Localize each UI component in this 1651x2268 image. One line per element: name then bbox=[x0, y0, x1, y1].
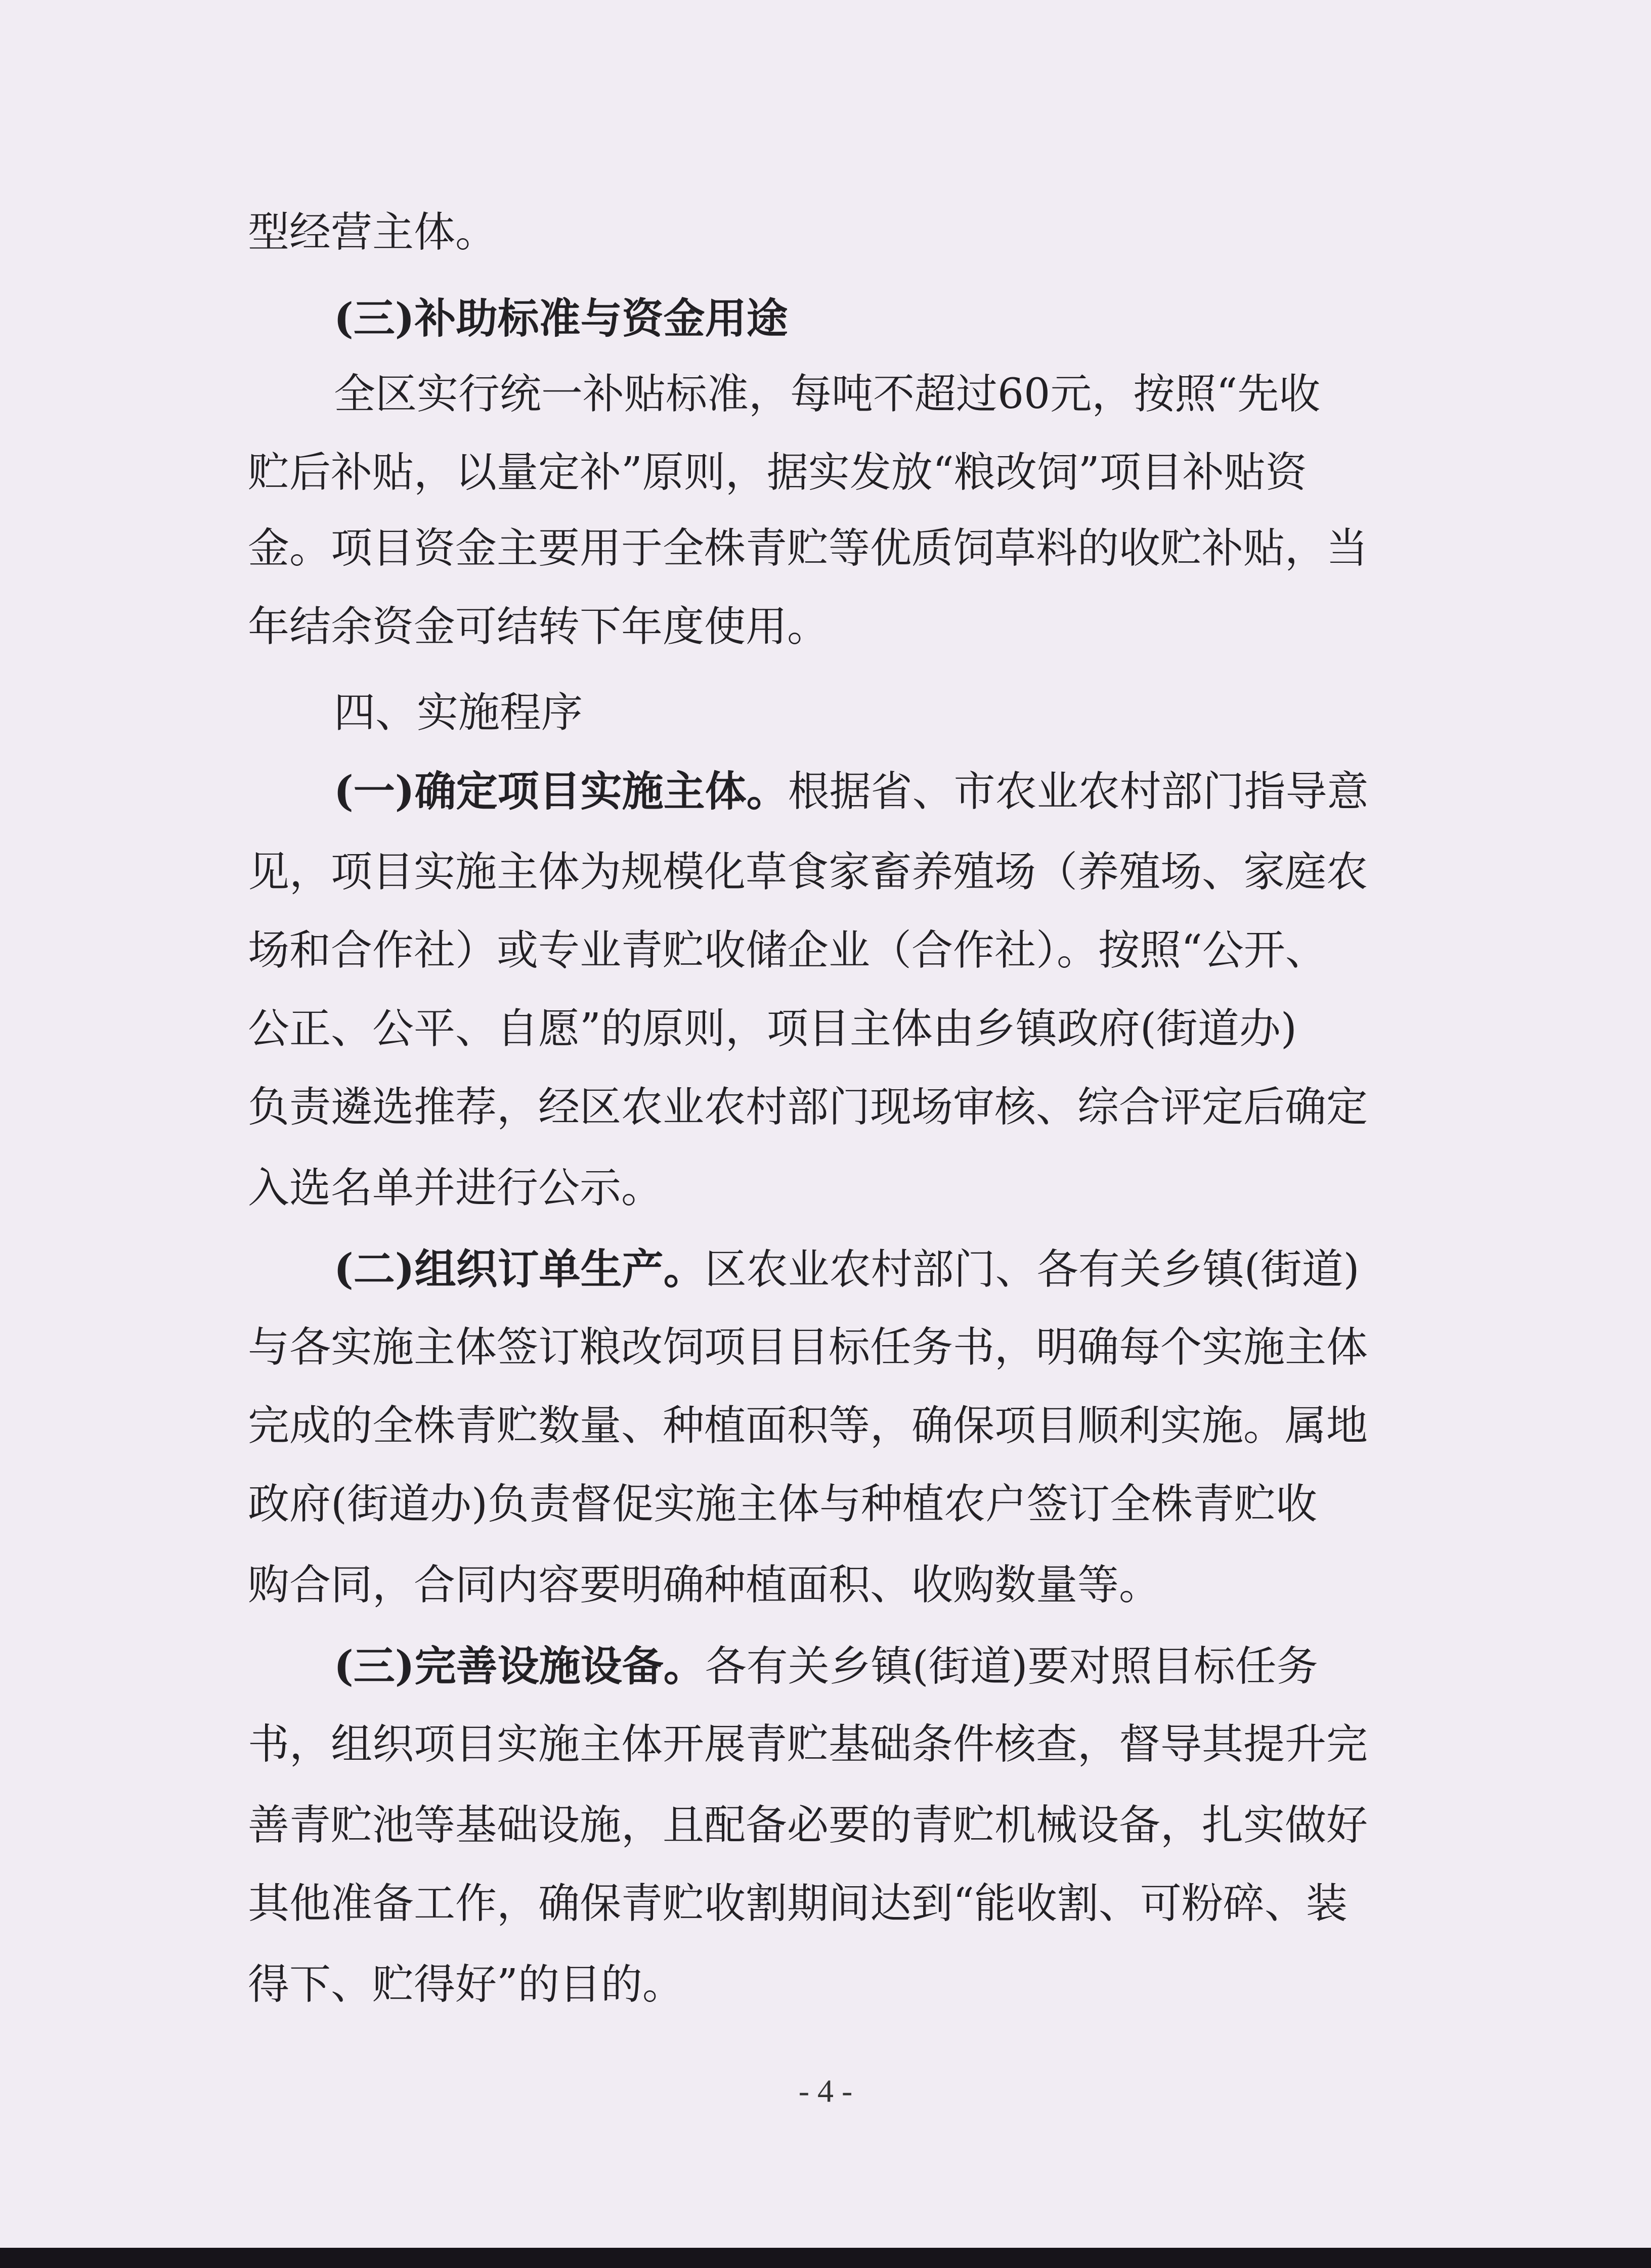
text-line bbox=[0, 918, 1651, 984]
text-line bbox=[0, 1952, 1651, 2018]
line-text: 各有关乡镇(街道)要对照目标任务 bbox=[705, 1642, 1318, 1691]
line-text: 区农业农村部门、各有关乡镇(街道) bbox=[705, 1246, 1360, 1294]
line-text: 完成的全株青贮数量、种植面积等，确保项目顺利实施。属地 bbox=[248, 1402, 1368, 1450]
line-text: 入选名单并进行公示。 bbox=[248, 1164, 663, 1212]
line-text: 与各实施主体签订粮改饲项目目标任务书，明确每个实施主体 bbox=[248, 1323, 1368, 1371]
text-line bbox=[0, 1871, 1651, 1937]
line-text: 其他准备工作，确保青贮收割期间达到“能收割、可粉碎、装 bbox=[248, 1880, 1348, 1928]
line-text: 型经营主体。 bbox=[248, 208, 497, 256]
text-line bbox=[0, 996, 1651, 1062]
scan-edge bbox=[0, 2248, 1651, 2268]
page-number: - 4 - bbox=[798, 2073, 853, 2109]
text-line bbox=[0, 1155, 1651, 1221]
heading-text: (三)补助标准与资金用途 bbox=[334, 294, 788, 343]
text-line bbox=[0, 839, 1651, 905]
line-text: 年结余资金可结转下年度使用。 bbox=[248, 603, 829, 651]
text-line bbox=[0, 1315, 1651, 1381]
text-line bbox=[0, 1075, 1651, 1140]
line-text: 贮后补贴，以量定补”原则，据实发放“粮改饲”项目补贴资 bbox=[248, 449, 1307, 497]
text-line bbox=[0, 759, 1651, 824]
text-line bbox=[0, 516, 1651, 582]
line-text: 善青贮池等基础设施，且配备必要的青贮机械设备，扎实做好 bbox=[248, 1801, 1368, 1849]
text-line bbox=[0, 1712, 1651, 1777]
text-line bbox=[0, 440, 1651, 506]
line-text: 政府(街道办)负责督促实施主体与种植农户签订全株青贮收 bbox=[248, 1480, 1317, 1528]
line-text: 购合同，合同内容要明确种植面积、收购数量等。 bbox=[248, 1561, 1161, 1609]
line-text: 金。项目资金主要用于全株青贮等优质饲草料的收贮补贴，当 bbox=[248, 524, 1368, 572]
text-line bbox=[0, 1793, 1651, 1858]
text-line bbox=[0, 362, 1651, 427]
line-text: 根据省、市农业农村部门指导意 bbox=[788, 768, 1369, 816]
paragraph-lead: (一)确定项目实施主体。 bbox=[334, 767, 788, 816]
text-line bbox=[0, 200, 1651, 265]
section-heading bbox=[0, 286, 1651, 351]
line-text: 得下、贮得好”的目的。 bbox=[248, 1961, 684, 2009]
line-text: 负责遴选推荐，经区农业农村部门现场审核、综合评定后确定 bbox=[248, 1083, 1368, 1131]
line-text: 场和合作社）或专业青贮收储企业（合作社）。按照“公开、 bbox=[248, 926, 1327, 974]
line-text: 书，组织项目实施主体开展青贮基础条件核查，督导其提升完 bbox=[248, 1720, 1368, 1768]
text-line bbox=[0, 1472, 1651, 1537]
paragraph-lead: (三)完善设施设备。 bbox=[334, 1642, 705, 1691]
text-line bbox=[0, 1633, 1651, 1699]
text-line bbox=[0, 1393, 1651, 1459]
heading-text: 四、实施程序 bbox=[334, 689, 583, 737]
line-text: 见，项目实施主体为规模化草食家畜养殖场（养殖场、家庭农 bbox=[248, 848, 1368, 896]
text-line bbox=[0, 594, 1651, 660]
section-heading bbox=[0, 680, 1651, 746]
paragraph-lead: (二)组织订单生产。 bbox=[334, 1245, 705, 1294]
line-text: 全区实行统一补贴标准，每吨不超过60元，按照“先收 bbox=[334, 370, 1321, 418]
line-text: 公正、公平、自愿”的原则，项目主体由乡镇政府(街道办) bbox=[248, 1005, 1297, 1053]
text-line bbox=[0, 1552, 1651, 1618]
text-line bbox=[0, 1236, 1651, 1302]
